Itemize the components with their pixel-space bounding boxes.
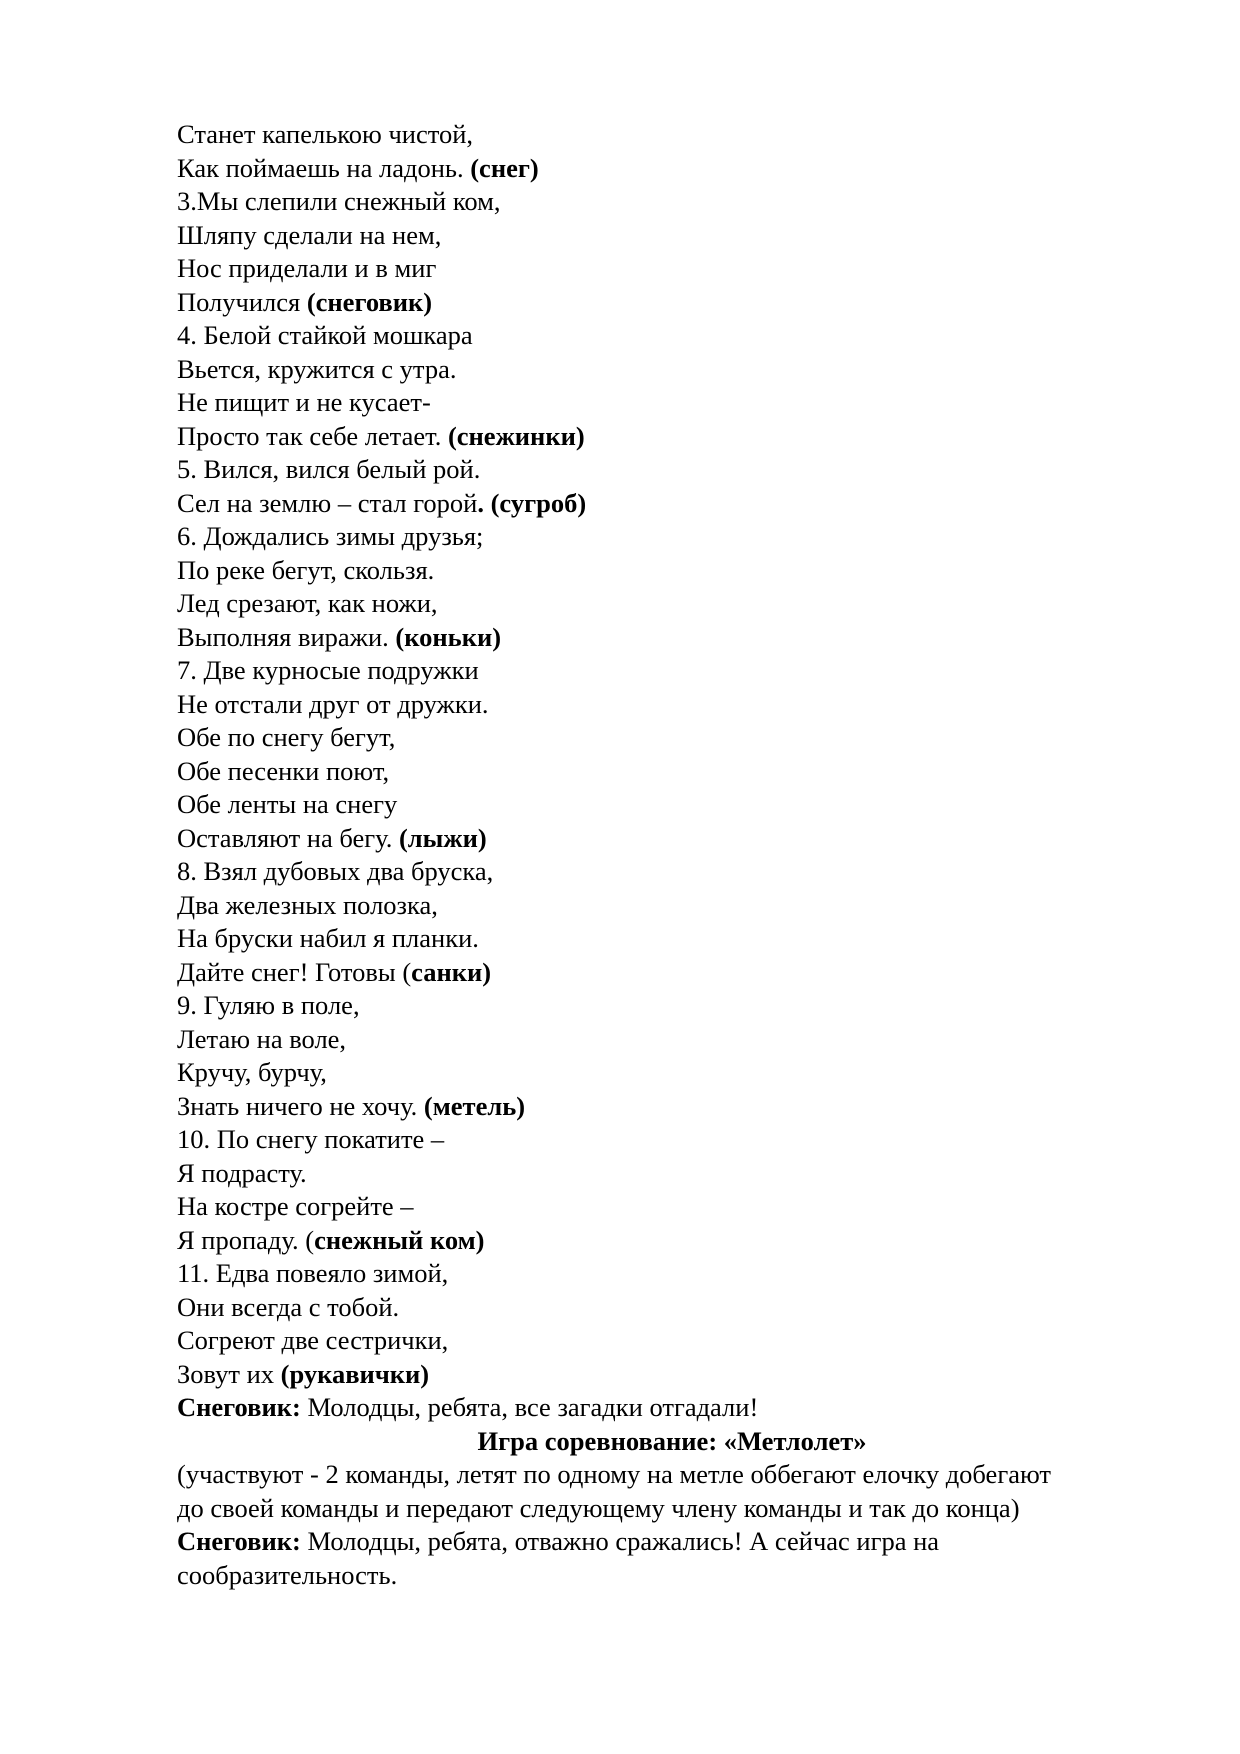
riddle-text: Выполняя виражи. — [177, 621, 396, 652]
riddle-line — [177, 319, 1167, 353]
riddle-line — [177, 386, 1167, 420]
riddle-text: Я подрасту. — [177, 1157, 307, 1188]
riddle-text: На костре согрейте – — [177, 1191, 414, 1221]
riddle-answer: (снеговик) — [306, 286, 433, 317]
riddle-text: Зовут их — [177, 1358, 281, 1389]
riddle-text: Как поймаешь на ладонь. — [177, 152, 471, 183]
riddle-answer: (метель) — [423, 1090, 526, 1121]
speaker-label: Снеговик: — [177, 1526, 301, 1556]
riddle-text: Оставляют на бегу. — [177, 822, 399, 853]
riddle-text: Обе по снегу бегут, — [177, 722, 396, 752]
riddle-line — [177, 453, 1167, 487]
riddle-line — [177, 587, 1167, 621]
riddle-text: Обе песенки поют, — [177, 755, 390, 786]
riddle-line — [177, 1190, 1167, 1224]
riddle-line — [177, 185, 1167, 219]
riddle-text: Вьется, кружится с утра. — [177, 353, 457, 384]
riddle-text: По реке бегут, скользя. — [177, 554, 435, 585]
riddle-line — [177, 152, 1167, 186]
riddle-line — [177, 1291, 1167, 1325]
riddle-line — [177, 621, 1167, 655]
riddle-line — [177, 487, 1167, 521]
snowman-remark-1 — [177, 1391, 1167, 1425]
riddle-text: Дайте снег! Готовы ( — [177, 956, 412, 987]
document-page — [177, 118, 1167, 1592]
game-heading-text: Игра соревнование: «Метлолет» — [477, 1425, 867, 1456]
riddle-line — [177, 353, 1167, 387]
riddle-answer: (рукавички) — [280, 1358, 430, 1389]
remark-text: Молодцы, ребята, все загадки отгадали! — [300, 1392, 759, 1422]
riddle-text: Я пропаду. ( — [177, 1224, 315, 1255]
riddle-line — [177, 788, 1167, 822]
riddle-line — [177, 1157, 1167, 1191]
riddle-text: Обе ленты на снегу — [177, 789, 398, 819]
riddle-answer: (лыжи) — [398, 822, 487, 853]
riddle-text: Лед срезают, как ножи, — [177, 588, 438, 618]
riddle-text: 9. Гуляю в поле, — [177, 990, 360, 1020]
riddle-line — [177, 956, 1167, 990]
riddle-line — [177, 922, 1167, 956]
riddle-line — [177, 1056, 1167, 1090]
game-rules-line-1: (участвуют - 2 команды, летят по одному на метле оббегают елочку добегают — [177, 1459, 1051, 1489]
riddle-line — [177, 721, 1167, 755]
riddle-text: Шляпу сделали на нем, — [177, 219, 442, 250]
riddle-text: 3.Мы слепили снежный ком, — [177, 186, 501, 216]
riddle-line — [177, 989, 1167, 1023]
riddle-line — [177, 1224, 1167, 1258]
riddle-answer: . (сугроб) — [477, 487, 587, 518]
speaker-label: Снеговик: — [177, 1392, 301, 1422]
riddle-text: Согреют две сестрички, — [177, 1325, 449, 1355]
riddle-answer: (снежинки) — [447, 420, 585, 451]
riddle-text: Не пищит и не кусает- — [177, 387, 431, 417]
riddle-line — [177, 1090, 1167, 1124]
riddle-text: Станет капелькою чистой, — [177, 119, 474, 149]
snowman-remark-2 — [177, 1525, 1167, 1559]
game-rules-line-2: до своей команды и передают следующему члену команды и так до конца) — [177, 1492, 1020, 1523]
riddle-text: Получился — [177, 286, 307, 317]
riddle-line — [177, 286, 1167, 320]
riddle-answer: (снег) — [470, 152, 539, 183]
riddle-line — [177, 654, 1167, 688]
riddle-text: Сел на землю – стал горой — [177, 487, 478, 518]
riddle-text: 5. Вился, вился белый рой. — [177, 454, 481, 484]
riddle-text: Кручу, бурчу, — [177, 1057, 327, 1087]
riddle-text: На бруски набил я планки. — [177, 923, 479, 953]
riddle-text: Летаю на воле, — [177, 1023, 347, 1054]
riddle-line — [177, 1023, 1167, 1057]
riddle-text: 8. Взял дубовых два бруска, — [177, 856, 494, 886]
game-heading — [177, 1425, 1167, 1459]
riddle-line — [177, 855, 1167, 889]
riddle-line — [177, 889, 1167, 923]
riddle-line — [177, 554, 1167, 588]
riddle-answer: (коньки) — [395, 621, 502, 652]
riddle-text: 11. Едва повеяло зимой, — [177, 1258, 449, 1288]
riddles-block — [177, 118, 1167, 1391]
riddle-line — [177, 822, 1167, 856]
riddle-line — [177, 1123, 1167, 1157]
riddle-line — [177, 688, 1167, 722]
riddle-text: 10. По снегу покатите – — [177, 1124, 445, 1154]
riddle-answer: санки) — [411, 956, 492, 987]
riddle-line — [177, 520, 1167, 554]
riddle-line — [177, 1324, 1167, 1358]
riddle-text: 6. Дождались зимы друзья; — [177, 521, 484, 551]
riddle-line — [177, 755, 1167, 789]
snowman-remark-2-continuation: сообразительность. — [177, 1559, 398, 1590]
riddle-line — [177, 420, 1167, 454]
riddle-answer: снежный ком) — [314, 1224, 485, 1255]
riddle-line — [177, 1257, 1167, 1291]
riddle-text: Два железных полозка, — [177, 889, 438, 920]
riddle-text: Не отстали друг от дружки. — [177, 688, 489, 719]
riddle-text: 4. Белой стайкой мошкара — [177, 320, 473, 350]
riddle-text: 7. Две курносые подружки — [177, 655, 479, 685]
riddle-line — [177, 219, 1167, 253]
remark-text: Молодцы, ребята, отважно сражались! А сейчас игра на — [300, 1526, 940, 1556]
riddle-text: Нос приделали и в миг — [177, 253, 437, 283]
riddle-line — [177, 1358, 1167, 1392]
riddle-line — [177, 252, 1167, 286]
riddle-line — [177, 118, 1167, 152]
riddle-text: Знать ничего не хочу. — [177, 1090, 424, 1121]
riddle-text: Просто так себе летает. — [177, 420, 448, 451]
riddle-text: Они всегда с тобой. — [177, 1291, 400, 1322]
